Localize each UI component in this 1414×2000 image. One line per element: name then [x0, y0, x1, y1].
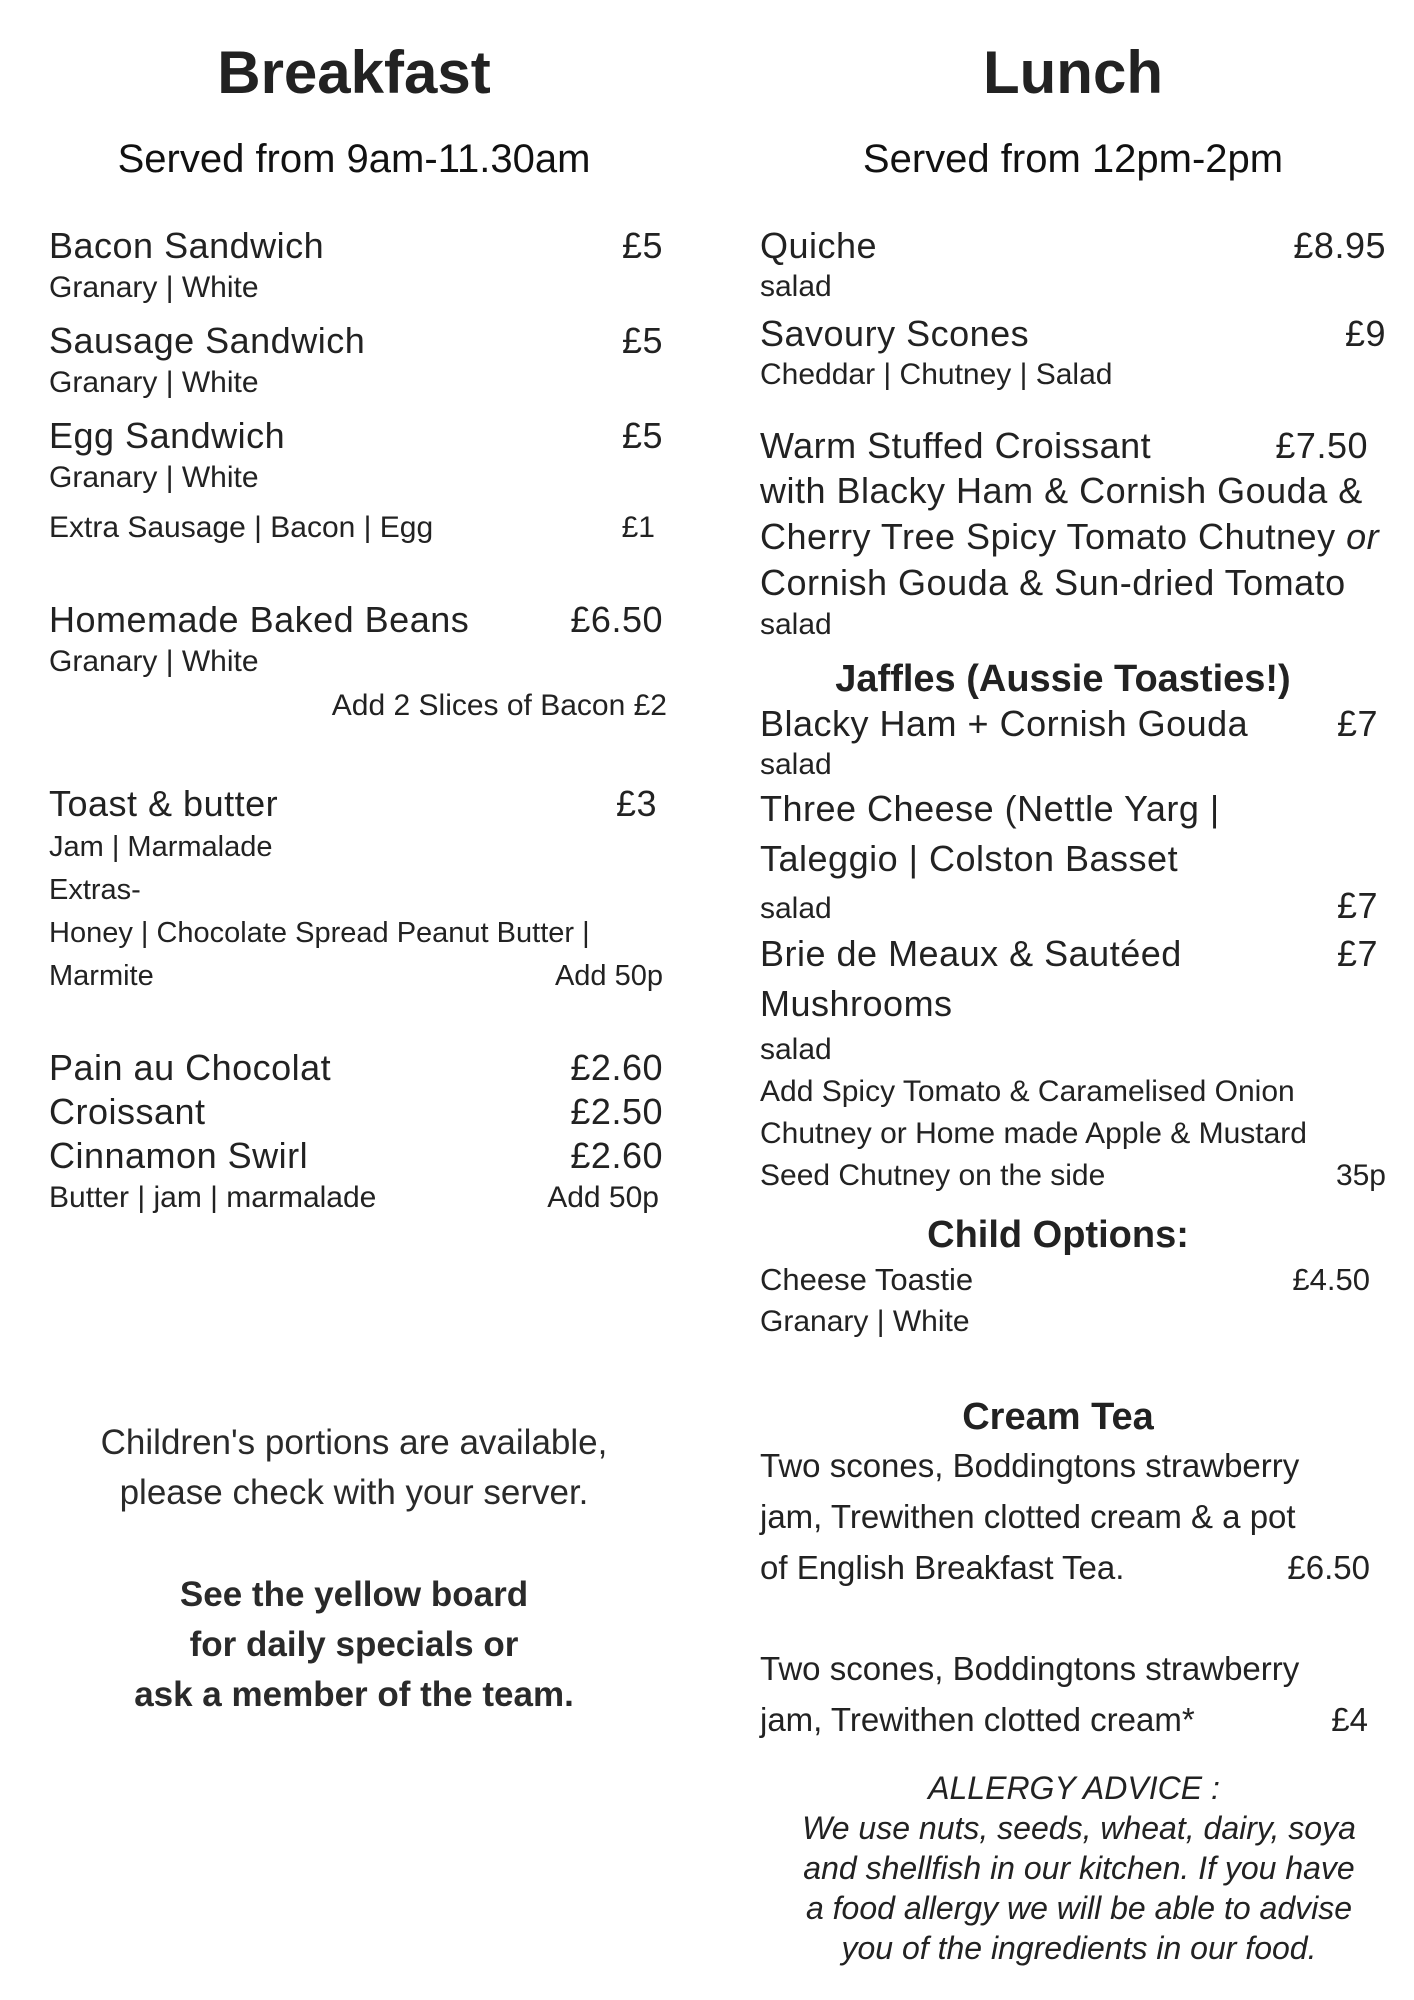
addon-line: Add Spicy Tomato & Caramelised Onion — [760, 1075, 1295, 1108]
extra-label: Extra Sausage | Bacon | Egg — [49, 511, 434, 544]
item-options: salad — [760, 892, 832, 925]
item-name: Quiche — [760, 225, 878, 266]
item-options: Granary | White — [49, 461, 259, 494]
item-price: £3 — [615, 783, 657, 824]
note-line: ask a member of the team. — [134, 1675, 574, 1714]
menu-item-quiche — [760, 224, 1386, 306]
item-price: £2.60 — [570, 1047, 663, 1088]
pastries-list — [49, 1046, 663, 1218]
item-options: Granary | White — [760, 1305, 970, 1338]
cream-tea-scones-only — [760, 1643, 1386, 1745]
item-name: Savoury Scones — [760, 313, 1030, 354]
menu-item-toast — [49, 782, 663, 998]
or-text: or — [1346, 516, 1380, 557]
item-name: Sausage Sandwich — [49, 320, 366, 361]
item-price: £4 — [1331, 1701, 1368, 1738]
note-line: please check with your server. — [119, 1473, 589, 1512]
item-price: £6.50 — [570, 599, 663, 640]
description-line: Two scones, Boddingtons strawberry — [760, 1650, 1300, 1687]
item-name: Cheese Toastie — [760, 1262, 974, 1297]
addon-line: Seed Chutney on the side — [760, 1159, 1106, 1192]
pastry-extras — [49, 1178, 659, 1218]
cream-tea-heading: Cream Tea — [962, 1396, 1154, 1438]
breakfast-title: Breakfast — [217, 39, 491, 106]
children-portions-note — [0, 1418, 708, 1518]
allergy-heading: ALLERGY ADVICE : — [928, 1770, 1220, 1806]
item-name: Brie de Meaux & Sautéed — [760, 933, 1182, 974]
child-options-section — [760, 1212, 1386, 1342]
cream-tea-section — [760, 1394, 1386, 1745]
menu-item-bacon-sandwich — [49, 224, 663, 308]
item-price: £7 — [1336, 703, 1378, 744]
item-options: salad — [760, 748, 832, 781]
item-price: £5 — [621, 415, 663, 456]
item-price: £7 — [1336, 885, 1378, 926]
item-price: £2.60 — [570, 1135, 663, 1176]
menu-item-pain-au-chocolat — [49, 1046, 663, 1090]
menu-item-croissant — [49, 1090, 663, 1134]
item-name: Blacky Ham + Cornish Gouda — [760, 703, 1249, 744]
addon-price: 35p — [1335, 1159, 1386, 1192]
item-options: Granary | White — [49, 645, 259, 678]
item-name: Croissant — [49, 1091, 206, 1132]
item-price: £2.50 — [570, 1091, 663, 1132]
menu-item-baked-beans — [49, 598, 667, 726]
breakfast-hours: Served from 9am-11.30am — [117, 137, 591, 181]
extras-price: Add 50p — [547, 1181, 659, 1214]
item-name-cont: Mushrooms — [760, 983, 953, 1024]
description-line: jam, Trewithen clotted cream & a pot — [760, 1498, 1296, 1535]
lunch-hours: Served from 12pm-2pm — [862, 137, 1284, 181]
menu-item-savoury-scones — [760, 312, 1386, 394]
breakfast-column — [49, 0, 667, 2000]
item-price: £9 — [1344, 313, 1386, 354]
menu-item-egg-sandwich — [49, 414, 663, 498]
croissant-filling-1: with Blacky Ham & Cornish Gouda & — [760, 470, 1363, 511]
allergy-line: and shellfish in our kitchen. If you have — [803, 1850, 1355, 1886]
item-name: Pain au Chocolat — [49, 1047, 332, 1088]
jaffles-section — [760, 656, 1386, 1197]
item-options: salad — [760, 608, 832, 641]
croissant-filling-2 — [760, 514, 1386, 560]
menu-item-cinnamon-swirl — [49, 1134, 663, 1178]
extra-sandwich-filling — [49, 508, 655, 548]
menu-item-sausage-sandwich — [49, 319, 663, 403]
item-name: Warm Stuffed Croissant — [760, 425, 1152, 466]
item-price: £5 — [621, 320, 663, 361]
note-line: Children's portions are available, — [100, 1423, 608, 1462]
item-price: £7.50 — [1275, 425, 1368, 466]
allergy-line: We use nuts, seeds, wheat, dairy, soya — [802, 1810, 1356, 1846]
item-name: Egg Sandwich — [49, 415, 286, 456]
allergy-line: a food allergy we will be able to advise — [805, 1890, 1353, 1926]
extra-price: £1 — [621, 511, 655, 544]
menu-item-stuffed-croissant — [760, 424, 1386, 644]
item-price: £6.50 — [1287, 1549, 1370, 1586]
lunch-title: Lunch — [983, 39, 1163, 106]
item-options: Jam | Marmalade — [49, 831, 273, 863]
lunch-column — [760, 0, 1386, 2000]
addon-line: Chutney or Home made Apple & Mustard — [760, 1117, 1307, 1150]
daily-specials-note — [0, 1570, 708, 1720]
item-options: Granary | White — [49, 366, 259, 399]
item-options: salad — [760, 1033, 832, 1066]
extras-label: Extras- — [49, 874, 141, 906]
extras-price: Add 50p — [554, 960, 663, 992]
extras-list-cont: Marmite — [49, 960, 154, 992]
menu-item-brie-jaffle — [760, 929, 1386, 1071]
note-line: for daily specials or — [189, 1625, 519, 1664]
description-line: of English Breakfast Tea. — [760, 1549, 1125, 1586]
filling-text: Cherry Tree Spicy Tomato Chutney — [760, 516, 1336, 557]
cream-tea-with-pot — [760, 1440, 1386, 1593]
croissant-filling-3: Cornish Gouda & Sun-dried Tomato — [760, 562, 1346, 603]
item-price: £5 — [621, 225, 663, 266]
item-name: Toast & butter — [49, 783, 279, 824]
note-line: See the yellow board — [179, 1575, 529, 1614]
item-name: Bacon Sandwich — [49, 225, 325, 266]
extras-list: Honey | Chocolate Spread Peanut Butter | — [49, 917, 590, 949]
menu-item-three-cheese-jaffle — [760, 784, 1386, 929]
item-name: Three Cheese (Nettle Yarg | — [760, 788, 1220, 829]
item-price: £8.95 — [1293, 225, 1386, 266]
item-options: Granary | White — [49, 271, 259, 304]
item-options: salad — [760, 270, 832, 303]
item-price: £4.50 — [1292, 1262, 1370, 1297]
child-options-heading: Child Options: — [927, 1214, 1189, 1256]
allergy-advice — [760, 1768, 1398, 1968]
extras-label: Butter | jam | marmalade — [49, 1181, 377, 1214]
jaffles-heading: Jaffles (Aussie Toasties!) — [835, 658, 1291, 700]
description-line: jam, Trewithen clotted cream* — [760, 1701, 1195, 1738]
description-line: Two scones, Boddingtons strawberry — [760, 1447, 1300, 1484]
menu-item-cheese-toastie — [760, 1258, 1386, 1302]
item-name: Cinnamon Swirl — [49, 1135, 309, 1176]
item-options: Cheddar | Chutney | Salad — [760, 358, 1113, 391]
chutney-addon — [760, 1071, 1386, 1197]
beans-addon: Add 2 Slices of Bacon £2 — [331, 689, 667, 722]
menu-item-ham-gouda-jaffle — [760, 702, 1386, 784]
item-price: £7 — [1336, 933, 1378, 974]
item-name-cont: Taleggio | Colston Basset — [760, 838, 1179, 879]
allergy-line: you of the ingredients in our food. — [841, 1930, 1317, 1966]
item-name: Homemade Baked Beans — [49, 599, 470, 640]
